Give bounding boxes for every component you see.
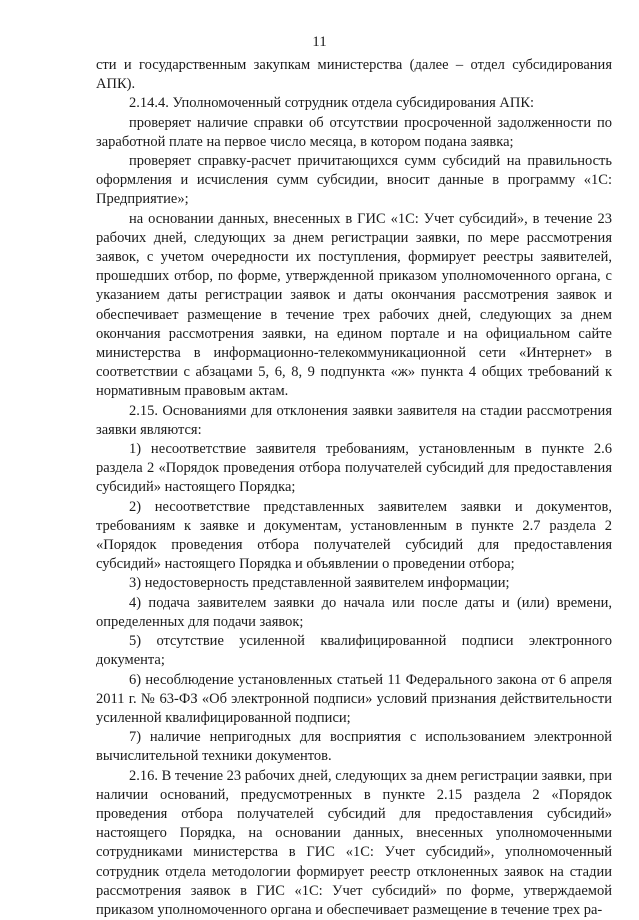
paragraph-salary-check: проверяет наличие справки об отсутствии просроченной задолженности по заработной плате на первое число месяца, в котором подана заявка;	[96, 114, 612, 150]
page-number: 11	[312, 34, 327, 50]
list-item-2: 2) несоответствие представленных заявителем заявки и документов, требованиям к заявке и документам, установленным в пункте 2.7 раздела 2 «Порядок проведения отбора получателей субсидий для предоставления субсидий» настоящего Порядка и объявлении о проведении отбора;	[96, 498, 612, 573]
paragraph-registry-formation: на основании данных, внесенных в ГИС «1С: Учет субсидий», в течение 23 рабочих дней, следующих за днем регистрации заявки, по мере рассмотрения заявок, с учетом очередности их поступления, формирует реестры заявителей, прошедших отбор, по форме, утвержденной приказом уполномоченного органа, с указанием даты регистрации заявок и даты окончания рассмотрения заявок и обеспечивает размещение в течение трех рабочих дней, следующих за днем окончания рассмотрения заявки, на едином портале и на официальном сайте министерства в информационно-телекоммуникационной сети «Интернет» в соответствии с абзацами 5, 6, 8, 9 подпункта «ж» пункта 4 общих требований к нормативным правовым актам.	[96, 210, 612, 400]
paragraph-calculation-check: проверяет справку-расчет причитающихся сумм субсидий на правильность оформления и исчисления сумм субсидии, вносит данные в программу «1С: Предприятие»;	[96, 153, 612, 208]
list-item-6: 6) несоблюдение установленных статьей 11 Федерального закона от 6 апреля 2011 г. № 63-ФЗ «Об электронной подписи» условий признания действительности усиленной квалифицированной подписи;	[96, 671, 612, 726]
list-item-1: 1) несоответствие заявителя требованиям, установленным в пункте 2.6 раздела 2 «Порядок проведения отбора получателей субсидий для предоставления субсидий» настоящего Порядка;	[96, 441, 612, 496]
document-body	[96, 56, 612, 920]
list-item-7: 7) наличие непригодных для восприятия с использованием электронной вычислительной техники документов.	[96, 729, 612, 765]
list-item-5: 5) отсутствие усиленной квалифицированной подписи электронного документа;	[96, 633, 612, 669]
list-item-3: 3) недостоверность представленной заявителем информации;	[129, 575, 510, 592]
paragraph-continuation: сти и государственным закупкам министерства (далее – отдел субсидирования АПК).	[96, 57, 612, 93]
paragraph-2-14-4: 2.14.4. Уполномоченный сотрудник отдела субсидирования АПК:	[129, 95, 535, 112]
paragraph-2-15: 2.15. Основаниями для отклонения заявки заявителя на стадии рассмотрения заявки являются:	[96, 402, 612, 438]
paragraph-2-16: 2.16. В течение 23 рабочих дней, следующих за днем регистрации заявки, при наличии оснований, предусмотренных в пункте 2.15 раздела 2 «Порядок проведения отбора получателей субсидий для предоставления субсидий» настоящего Порядка, на основании данных, внесенных уполномоченными сотрудниками министерства в ГИС «1С: Учет субсидий», уполномоченный сотрудник отдела методологии формирует реестр отклоненных заявок на стадии рассмотрения заявок в ГИС «1С: Учет субсидий» по форме, утверждаемой приказом уполномоченного органа и обеспечивает размещение в течение трех ра-	[96, 767, 612, 918]
list-item-4: 4) подача заявителем заявки до начала или после даты и (или) времени, определенных для подачи заявок;	[96, 594, 612, 630]
